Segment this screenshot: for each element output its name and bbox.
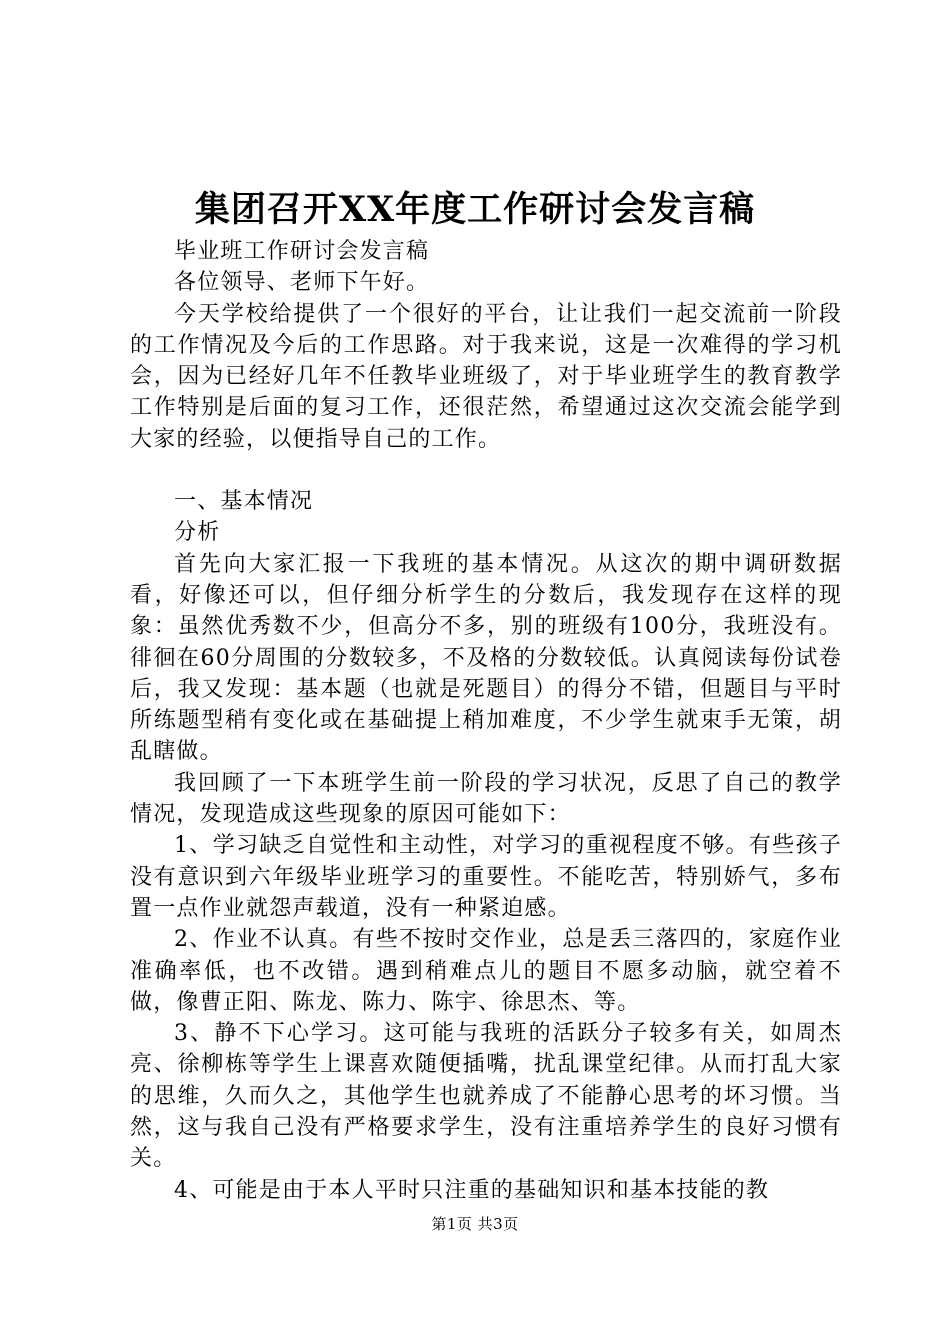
paragraph-reflection: 我回顾了一下本班学生前一阶段的学习状况，反思了自己的教学情况，发现造成这些现象的原因可能如下：	[130, 770, 842, 828]
list-item-4: 4、可能是由于本人平时只注重的基础知识和基本技能的教	[174, 1177, 770, 1203]
section-heading-analysis: 分析	[174, 520, 221, 546]
list-item-1: 1、学习缺乏自觉性和主动性，对学习的重视程度不够。有些孩子没有意识到六年级毕业班学习的重要性。不能吃苦，特别娇气，多布置一点作业就怨声载道，没有一种紧迫感。	[130, 833, 842, 921]
document-body	[130, 236, 842, 1206]
paragraph-class-report: 首先向大家汇报一下我班的基本情况。从这次的期中调研数据看，好像还可以，但仔细分析学生的分数后，我发现存在这样的现象：虽然优秀数不少，但高分不多，别的班级有100分，我班没有。徘徊在60分周围的分数较多，不及格的分数较低。认真阅读每份试卷后，我又发现：基本题（也就是死题目）的得分不错，但题目与平时所练题型稍有变化或在基础提上稍加难度，不少学生就束手无策，胡乱瞎做。	[130, 551, 842, 765]
page-footer: 第1页 共3页	[431, 1215, 519, 1233]
document-title: 集团召开XX年度工作研讨会发言稿	[194, 189, 756, 230]
paragraph-greeting: 各位领导、老师下午好。	[174, 270, 430, 296]
section-heading-basic: 一、基本情况	[174, 489, 314, 515]
paragraph-subtitle: 毕业班工作研讨会发言稿	[174, 239, 430, 264]
list-item-2: 2、作业不认真。有些不按时交作业，总是丢三落四的，家庭作业准确率低，也不改错。遇到稍难点儿的题目不愿多动脑，就空着不做，像曹正阳、陈龙、陈力、陈宇、徐思杰、等。	[130, 927, 842, 1015]
paragraph-intro: 今天学校给提供了一个很好的平台，让让我们一起交流前一阶段的工作情况及今后的工作思路。对于我来说，这是一次难得的学习机会，因为已经好几年不任教毕业班级了，对于毕业班学生的教育教学工作特别是后面的复习工作，还很茫然，希望通过这次交流会能学到大家的经验，以便指导自己的工作。	[130, 301, 842, 452]
list-item-3: 3、静不下心学习。这可能与我班的活跃分子较多有关，如周杰亮、徐柳栋等学生上课喜欢随便插嘴，扰乱课堂纪律。从而打乱大家的思维，久而久之，其他学生也就养成了不能静心思考的坏习惯。当然，这与我自己没有严格要求学生，没有注重培养学生的良好习惯有关。	[130, 1021, 842, 1172]
